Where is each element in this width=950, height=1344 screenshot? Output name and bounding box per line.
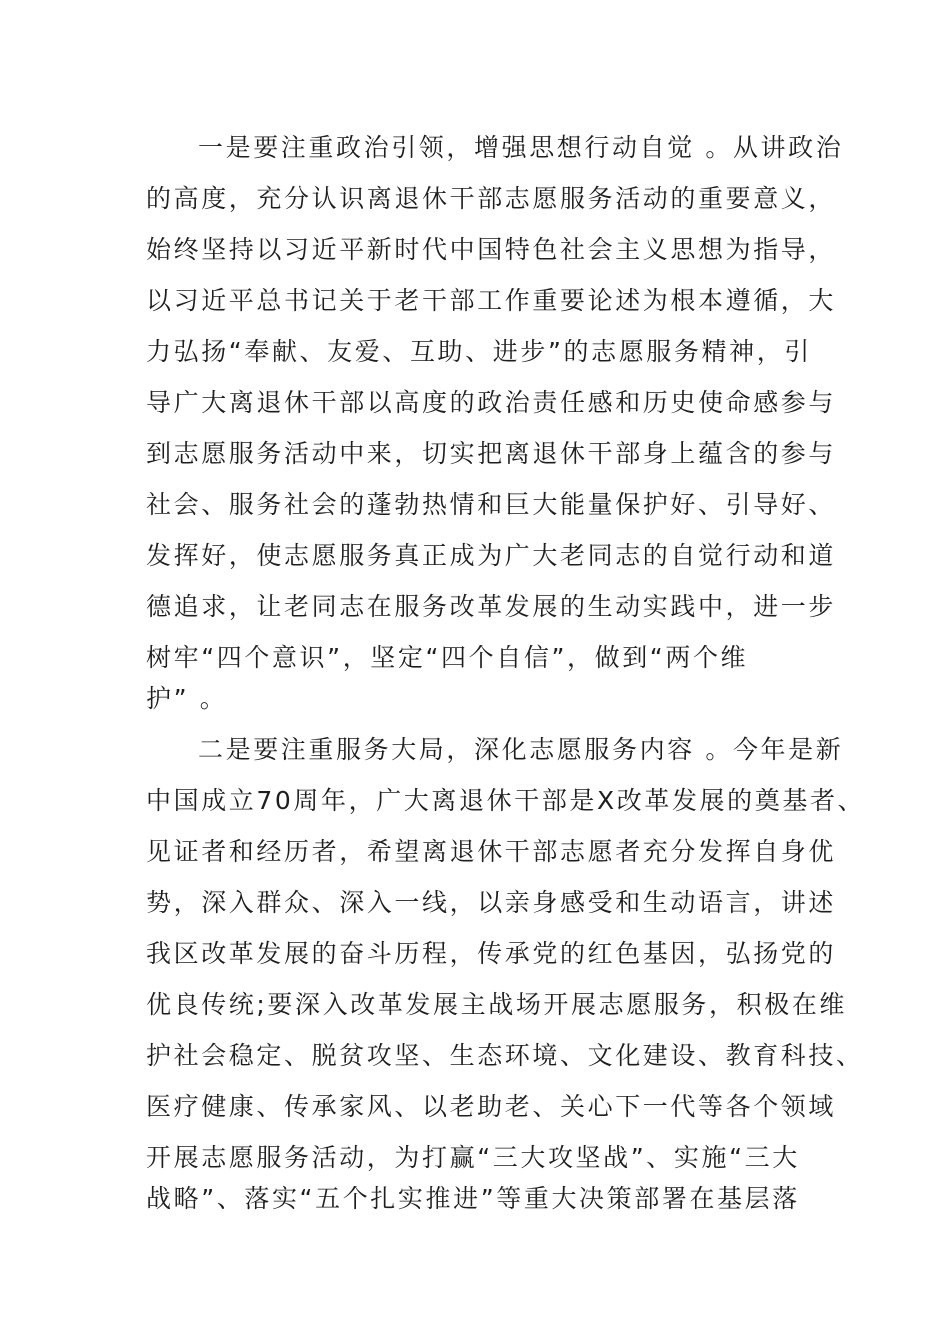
paragraph-1-line-3: 始终坚持以习近平新时代中国特色社会主义思想为指导， <box>146 235 837 264</box>
paragraph-1-line-10: 德追求，让老同志在服务改革发展的生动实践中，进一步 <box>146 592 837 621</box>
paragraph-1-line-12: 护” 。 <box>146 684 228 713</box>
paragraph-1-line-4: 以习近平总书记关于老干部工作重要论述为根本遵循，大 <box>146 286 837 315</box>
paragraph-1-line-1: 一是要注重政治引领，增强思想行动自觉 。从讲政治 <box>198 133 844 162</box>
paragraph-2-line-1: 二是要注重服务大局，深化志愿服务内容 。今年是新 <box>198 735 844 764</box>
paragraph-2-line-3: 见证者和经历者，希望离退休干部志愿者充分发挥自身优 <box>146 837 837 866</box>
paragraph-1-line-2: 的高度，充分认识离退休干部志愿服务活动的重要意义， <box>146 184 837 213</box>
paragraph-2-line-5: 我区改革发展的奋斗历程，传承党的红色基因，弘扬党的 <box>146 939 837 968</box>
paragraph-1-line-5: 力弘扬“奉献、友爱、互助、进步”的志愿服务精神，引 <box>146 337 812 366</box>
paragraph-1-line-6: 导广大离退休干部以高度的政治责任感和历史使命感参与 <box>146 388 837 417</box>
paragraph-1-line-9: 发挥好，使志愿服务真正成为广大老同志的自觉行动和道 <box>146 541 837 570</box>
paragraph-1-line-7: 到志愿服务活动中来，切实把离退休干部身上蕴含的参与 <box>146 439 837 468</box>
paragraph-2-line-9: 开展志愿服务活动，为打赢“三大攻坚战”、实施“三大 <box>146 1143 800 1172</box>
paragraph-2-line-8: 医疗健康、传承家风、以老助老、关心下一代等各个领域 <box>146 1092 837 1121</box>
paragraph-2-line-4: 势，深入群众、深入一线，以亲身感受和生动语言，讲述 <box>146 888 837 917</box>
paragraph-2-line-7: 护社会稳定、脱贫攻坚、生态环境、文化建设、教育科技、 <box>146 1041 864 1070</box>
paragraph-2-line-6: 优良传统;要深入改革发展主战场开展志愿服务，积极在维 <box>146 990 848 1019</box>
paragraph-2-line-10: 战略”、落实“五个扎实推进”等重大决策部署在基层落 <box>146 1184 800 1213</box>
paragraph-1-line-8: 社会、服务社会的蓬勃热情和巨大能量保护好、引导好、 <box>146 490 837 519</box>
paragraph-1-line-11: 树牢“四个意识”，坚定“四个自信”，做到“两个维 <box>146 643 749 672</box>
paragraph-2-line-2: 中国成立70周年，广大离退休干部是X改革发展的奠基者、 <box>146 786 866 815</box>
